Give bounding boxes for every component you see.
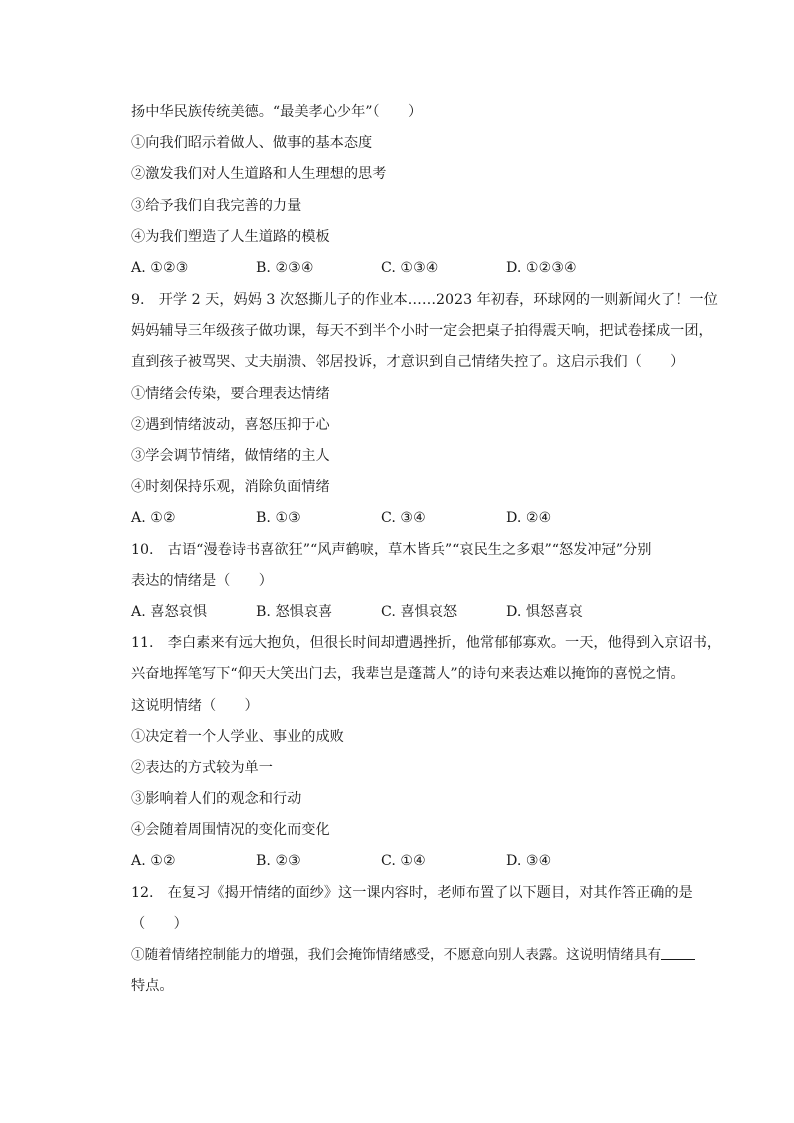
q9-item-2: ②遇到情绪波动，喜怒压抑于心 (131, 417, 330, 433)
q9-item-4: ④时刻保持乐观，消除负面情绪 (131, 479, 330, 495)
q11-item-3: ③影响着人们的观念和行动 (131, 791, 302, 807)
q8-option-a: A. ①②③ (131, 260, 189, 276)
q10-option-a: A. 喜怒哀惧 (131, 604, 208, 620)
q11-stem-line-3: 这说明情绪（ ） (131, 698, 259, 714)
q11-option-d: D. ③④ (506, 853, 552, 869)
q10-option-d: D. 惧怒喜哀 (506, 604, 583, 620)
q8-option-c: C. ①③④ (381, 260, 439, 276)
q11-stem-line-2: 兴奋地挥笔写下“仰天大笑出门去，我辈岂是蓬蒿人”的诗句来表达难以掩饰的喜悦之情。 (131, 666, 685, 682)
q8-options (131, 258, 631, 278)
q11-item-2: ②表达的方式较为单一 (131, 760, 273, 776)
q9-option-d: D. ②④ (506, 510, 552, 526)
q10-option-b: B. 怒惧哀喜 (256, 604, 333, 620)
q9-option-b: B. ①③ (256, 510, 301, 526)
q10-options (131, 602, 631, 622)
q9-item-3: ③学会调节情绪，做情绪的主人 (131, 448, 330, 464)
q10-stem-line-2: 表达的情绪是（ ） (131, 573, 273, 589)
q11-option-c: C. ①④ (381, 853, 426, 869)
q9-option-c: C. ③④ (381, 510, 426, 526)
q8-option-d: D. ①②③④ (506, 260, 577, 276)
q10-stem-line-1: 10. 古语“漫卷诗书喜欲狂”“风声鹤唳，草木皆兵”“哀民生之多艰”“怒发冲冠”分别 (131, 542, 652, 558)
q11-item-1: ①决定着一个人学业、事业的成败 (131, 729, 344, 745)
q12-item-1-tail: 特点。 (131, 978, 174, 994)
q11-option-a: A. ①② (131, 853, 176, 869)
q11-stem-line-1: 11. 李白素来有远大抱负，但很长时间却遭遇挫折，他常郁郁寡欢。一天，他得到入京诏书， (131, 635, 722, 651)
q12-item-1 (131, 945, 695, 965)
q12-item-1-text: ①随着情绪控制能力的增强，我们会掩饰情绪感受，不愿意向别人表露。这说明情绪具有 (131, 947, 662, 963)
q11-item-4: ④会随着周围情况的变化而变化 (131, 822, 330, 838)
answer-blank[interactable] (661, 945, 695, 960)
q12-stem-line-2: （ ） (131, 916, 188, 932)
q9-item-1: ①情绪会传染，要合理表达情绪 (131, 386, 330, 402)
q8-item-2: ②激发我们对人生道路和人生理想的思考 (131, 166, 387, 182)
q8-item-1: ①向我们昭示着做人、做事的基本态度 (131, 135, 373, 151)
q10-option-c: C. 喜惧哀怒 (381, 604, 458, 620)
q9-options (131, 508, 631, 528)
q9-option-a: A. ①② (131, 510, 176, 526)
q12-stem-line-1: 12. 在复习《揭开情绪的面纱》这一课内容时，老师布置了以下题目，对其作答正确的是 (131, 885, 693, 901)
q9-stem-line-2: 妈妈辅导三年级孩子做功课，每天不到半个小时一定会把桌子拍得震天响，把试卷揉成一团， (131, 323, 713, 339)
q11-options (131, 851, 631, 871)
q8-item-4: ④为我们塑造了人生道路的模板 (131, 229, 330, 245)
q8-stem: 扬中华民族传统美德。“最美孝心少年”（ ） (131, 104, 423, 120)
q8-option-b: B. ②③④ (256, 260, 314, 276)
q9-stem-line-3: 直到孩子被骂哭、丈夫崩溃、邻居投诉，才意识到自己情绪失控了。这启示我们（ ） (131, 354, 685, 370)
q11-option-b: B. ②③ (256, 853, 301, 869)
q9-stem-line-1: 9. 开学 2 天，妈妈 3 次怒撕儿子的作业本……2023 年初春，环球网的一则新闻火了！一位 (131, 292, 718, 308)
q8-item-3: ③给予我们自我完善的力量 (131, 198, 302, 214)
